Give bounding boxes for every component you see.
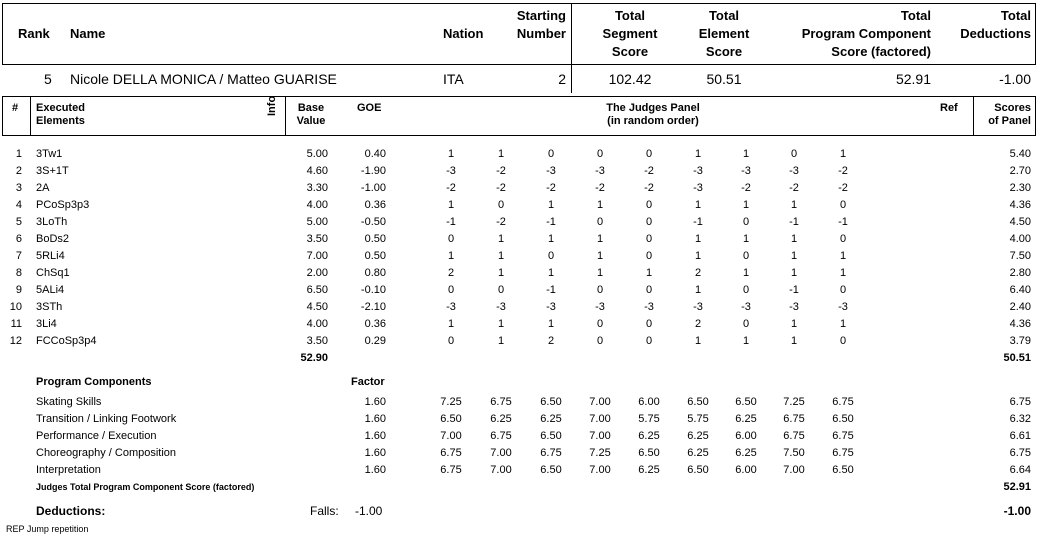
- component-name: Interpretation: [36, 464, 101, 476]
- element-judge-score: -1: [546, 216, 556, 228]
- element-judge-score: -3: [446, 301, 456, 313]
- judges-total-pcs-value: 52.91: [1003, 481, 1031, 493]
- component-judge-score: 6.75: [440, 447, 462, 459]
- total-segment-score-label: Total Segment Score: [602, 8, 658, 59]
- element-panel-score: 2.80: [1009, 267, 1031, 279]
- element-goe: 0.40: [364, 148, 386, 160]
- element-judge-score: 0: [839, 233, 847, 245]
- element-judge-score: 2: [694, 267, 702, 279]
- element-judge-score: 0: [645, 233, 653, 245]
- element-judge-score: -2: [644, 165, 654, 177]
- element-base-value: 7.00: [306, 250, 328, 262]
- rank-label: Rank: [18, 26, 50, 41]
- component-judge-score: 6.75: [783, 430, 805, 442]
- element-judge-score: -2: [446, 182, 456, 194]
- component-factor: 1.60: [364, 396, 386, 408]
- element-base-value: 3.30: [306, 182, 328, 194]
- element-judge-score: 1: [547, 318, 555, 330]
- component-judge-score: 6.50: [440, 413, 462, 425]
- element-judge-score: -2: [595, 182, 605, 194]
- component-judge-score: 6.25: [687, 447, 709, 459]
- element-goe: 0.50: [364, 250, 386, 262]
- component-panel-score: 6.32: [1009, 413, 1031, 425]
- element-judge-score: -3: [546, 301, 556, 313]
- element-judge-score: 1: [742, 335, 750, 347]
- element-judge-score: 0: [447, 233, 455, 245]
- component-panel-score: 6.64: [1009, 464, 1031, 476]
- element-name: FCCoSp3p4: [36, 335, 97, 347]
- element-judge-score: -2: [496, 182, 506, 194]
- element-judge-score: -3: [838, 301, 848, 313]
- element-goe: 0.80: [364, 267, 386, 279]
- program-component-score-label: Total Program Component Score (factored): [801, 8, 931, 59]
- element-name: PCoSp3p3: [36, 199, 90, 211]
- element-number: 12: [9, 335, 22, 347]
- element-goe: -0.10: [360, 284, 386, 296]
- element-judge-score: 0: [497, 199, 505, 211]
- element-judge-score: 1: [447, 199, 455, 211]
- factor-label: Factor: [351, 376, 385, 388]
- element-number: 7: [15, 250, 22, 262]
- component-judge-score: 6.50: [832, 413, 854, 425]
- element-judge-score: 0: [497, 284, 505, 296]
- element-judge-score: 1: [790, 250, 798, 262]
- component-factor: 1.60: [364, 447, 386, 459]
- element-judge-score: -2: [496, 165, 506, 177]
- element-judge-score: -1: [789, 284, 799, 296]
- element-judge-score: -1: [838, 216, 848, 228]
- nation-label: Nation: [443, 26, 484, 41]
- element-judge-score: 0: [790, 148, 798, 160]
- component-judge-score: 7.00: [589, 413, 611, 425]
- component-judge-score: 6.25: [638, 430, 660, 442]
- element-name: 3Li4: [36, 318, 57, 330]
- element-base-value: 4.00: [306, 318, 328, 330]
- component-judge-score: 7.25: [783, 396, 805, 408]
- component-judge-score: 6.75: [540, 447, 562, 459]
- element-judge-score: 0: [596, 335, 604, 347]
- element-judge-score: -2: [644, 182, 654, 194]
- element-panel-score: 2.30: [1009, 182, 1031, 194]
- element-panel-score: 4.50: [1009, 216, 1031, 228]
- element-panel-score: 2.40: [1009, 301, 1031, 313]
- element-judge-score: 1: [447, 250, 455, 262]
- component-judge-score: 6.00: [735, 464, 757, 476]
- base-value-total: 52.90: [300, 352, 328, 364]
- element-judge-score: 1: [790, 199, 798, 211]
- element-judge-score: 0: [742, 216, 750, 228]
- element-judge-score: 2: [547, 335, 555, 347]
- element-judge-score: 1: [790, 318, 798, 330]
- skater-row-divider: [571, 65, 572, 93]
- element-goe: -1.00: [360, 182, 386, 194]
- elements-header-divider-1: [30, 96, 31, 136]
- element-number-label: #: [12, 102, 19, 114]
- component-judge-score: 6.50: [832, 464, 854, 476]
- element-panel-score: 4.36: [1009, 199, 1031, 211]
- element-base-value: 3.50: [306, 335, 328, 347]
- element-judge-score: -3: [693, 301, 703, 313]
- element-judge-score: 0: [645, 216, 653, 228]
- element-panel-score: 5.40: [1009, 148, 1031, 160]
- component-judge-score: 7.50: [783, 447, 805, 459]
- component-judge-score: 6.00: [638, 396, 660, 408]
- component-judge-score: 6.75: [832, 430, 854, 442]
- element-judge-score: -3: [546, 165, 556, 177]
- element-judge-score: 1: [447, 148, 455, 160]
- element-number: 5: [15, 216, 22, 228]
- component-judge-score: 6.50: [540, 464, 562, 476]
- component-judge-score: 7.00: [440, 430, 462, 442]
- element-judge-score: -3: [644, 301, 654, 313]
- element-judge-score: -1: [789, 216, 799, 228]
- element-judge-score: 1: [547, 267, 555, 279]
- skater-rank: 5: [44, 71, 52, 87]
- element-judge-score: -3: [693, 182, 703, 194]
- element-judge-score: 0: [447, 335, 455, 347]
- deductions-total: -1.00: [1003, 504, 1031, 518]
- element-judge-score: 1: [447, 318, 455, 330]
- element-panel-score: 4.36: [1009, 318, 1031, 330]
- element-judge-score: -3: [496, 301, 506, 313]
- component-judge-score: 6.75: [832, 396, 854, 408]
- element-base-value: 5.00: [306, 148, 328, 160]
- total-element-score: 50.51: [706, 71, 742, 87]
- skater-starting-number: 2: [558, 71, 566, 87]
- ref-label: Ref: [940, 102, 958, 114]
- element-judge-score: -1: [546, 284, 556, 296]
- component-panel-score: 6.75: [1009, 396, 1031, 408]
- element-name: ChSq1: [36, 267, 70, 279]
- element-judge-score: 1: [497, 318, 505, 330]
- component-name: Transition / Linking Footwork: [36, 413, 177, 425]
- element-judge-score: 0: [839, 199, 847, 211]
- element-judge-score: 1: [839, 267, 847, 279]
- component-judge-score: 7.00: [589, 430, 611, 442]
- element-panel-score: 3.79: [1009, 335, 1031, 347]
- element-judge-score: 0: [447, 284, 455, 296]
- component-judge-score: 6.50: [687, 396, 709, 408]
- component-judge-score: 6.50: [638, 447, 660, 459]
- skater-nation: ITA: [443, 71, 464, 87]
- elements-score-total: 50.51: [1003, 352, 1031, 364]
- element-judge-score: -2: [546, 182, 556, 194]
- element-judge-score: -3: [741, 301, 751, 313]
- element-goe: -2.10: [360, 301, 386, 313]
- element-base-value: 3.50: [306, 233, 328, 245]
- element-judge-score: -3: [693, 165, 703, 177]
- component-judge-score: 6.50: [540, 430, 562, 442]
- element-judge-score: 1: [694, 233, 702, 245]
- element-judge-score: 1: [497, 267, 505, 279]
- skater-name: Nicole DELLA MONICA / Matteo GUARISE: [70, 71, 337, 87]
- element-judge-score: 0: [839, 284, 847, 296]
- element-judge-score: -2: [838, 182, 848, 194]
- info-label: Info: [266, 95, 278, 116]
- element-judge-score: -1: [693, 216, 703, 228]
- elements-header-divider-2: [285, 96, 286, 136]
- element-panel-score: 2.70: [1009, 165, 1031, 177]
- element-judge-score: 1: [694, 250, 702, 262]
- element-judge-score: -2: [496, 216, 506, 228]
- element-number: 9: [15, 284, 22, 296]
- component-name: Performance / Execution: [36, 430, 157, 442]
- element-base-value: 4.00: [306, 199, 328, 211]
- component-factor: 1.60: [364, 430, 386, 442]
- element-goe: -1.90: [360, 165, 386, 177]
- element-goe: -0.50: [360, 216, 386, 228]
- element-name: 3STh: [36, 301, 63, 313]
- element-number: 8: [15, 267, 22, 279]
- element-judge-score: -3: [789, 301, 799, 313]
- element-name: 3LoTh: [36, 216, 68, 228]
- base-value-label: Base Value: [296, 102, 326, 127]
- component-judge-score: 5.75: [687, 413, 709, 425]
- elements-header-divider-3: [973, 96, 974, 136]
- component-judge-score: 6.25: [490, 413, 512, 425]
- element-panel-score: 6.40: [1009, 284, 1031, 296]
- component-judge-score: 6.25: [540, 413, 562, 425]
- footnote: REP Jump repetition: [6, 524, 89, 534]
- element-goe: 0.29: [364, 335, 386, 347]
- element-judge-score: 1: [790, 233, 798, 245]
- component-judge-score: 7.00: [589, 464, 611, 476]
- executed-elements-label: Executed Elements: [36, 102, 85, 127]
- element-judge-score: 0: [742, 318, 750, 330]
- element-panel-score: 7.50: [1009, 250, 1031, 262]
- element-judge-score: 0: [742, 250, 750, 262]
- element-base-value: 5.00: [306, 216, 328, 228]
- element-judge-score: 1: [839, 318, 847, 330]
- element-goe: 0.50: [364, 233, 386, 245]
- element-judge-score: 1: [596, 199, 604, 211]
- component-judge-score: 7.00: [490, 447, 512, 459]
- element-number: 11: [10, 318, 22, 330]
- element-judge-score: 0: [645, 284, 653, 296]
- deductions-label: Deductions:: [36, 504, 106, 518]
- element-number: 4: [15, 199, 22, 211]
- component-judge-score: 6.50: [687, 464, 709, 476]
- element-panel-score: 4.00: [1009, 233, 1031, 245]
- element-judge-score: 1: [742, 267, 750, 279]
- element-judge-score: 1: [694, 284, 702, 296]
- element-judge-score: 1: [547, 199, 555, 211]
- element-judge-score: 1: [742, 233, 750, 245]
- component-name: Choreography / Composition: [36, 447, 177, 459]
- element-name: 3S+1T: [36, 165, 69, 177]
- element-number: 10: [9, 301, 22, 313]
- element-judge-score: 1: [547, 233, 555, 245]
- component-judge-score: 7.00: [783, 464, 805, 476]
- element-name: 3Tw1: [36, 148, 63, 160]
- element-judge-score: -2: [838, 165, 848, 177]
- component-factor: 1.60: [364, 464, 386, 476]
- component-judge-score: 6.25: [735, 413, 757, 425]
- goe-label: GOE: [357, 102, 382, 114]
- element-judge-score: 1: [596, 250, 604, 262]
- total-deductions-label: Total Deductions: [960, 8, 1031, 41]
- element-judge-score: 0: [839, 335, 847, 347]
- element-judge-score: 1: [497, 250, 505, 262]
- element-judge-score: 0: [645, 335, 653, 347]
- element-judge-score: -1: [446, 216, 456, 228]
- element-judge-score: 0: [547, 148, 555, 160]
- element-judge-score: 0: [596, 284, 604, 296]
- component-name: Skating Skills: [36, 396, 102, 408]
- component-judge-score: 7.00: [490, 464, 512, 476]
- element-judge-score: 1: [596, 267, 604, 279]
- component-panel-score: 6.75: [1009, 447, 1031, 459]
- element-judge-score: 0: [645, 318, 653, 330]
- total-segment-score: 102.42: [608, 71, 652, 87]
- element-judge-score: 1: [742, 148, 750, 160]
- element-judge-score: 1: [694, 199, 702, 211]
- element-goe: 0.36: [364, 318, 386, 330]
- element-judge-score: 1: [742, 199, 750, 211]
- element-judge-score: 0: [596, 216, 604, 228]
- component-judge-score: 6.50: [540, 396, 562, 408]
- total-deductions: -1.00: [999, 71, 1031, 87]
- element-judge-score: 1: [790, 267, 798, 279]
- component-judge-score: 6.00: [735, 430, 757, 442]
- component-judge-score: 7.25: [440, 396, 462, 408]
- component-judge-score: 6.75: [783, 413, 805, 425]
- element-judge-score: 0: [645, 148, 653, 160]
- starting-number-label: Starting Number: [516, 8, 566, 41]
- element-name: 5ALi4: [36, 284, 65, 296]
- element-judge-score: 0: [596, 318, 604, 330]
- component-panel-score: 6.61: [1009, 430, 1031, 442]
- element-base-value: 6.50: [306, 284, 328, 296]
- element-judge-score: 2: [694, 318, 702, 330]
- component-judge-score: 5.75: [638, 413, 660, 425]
- component-judge-score: 6.25: [687, 430, 709, 442]
- element-number: 2: [15, 165, 22, 177]
- program-components-title: Program Components: [36, 376, 152, 388]
- element-name: 2A: [36, 182, 50, 194]
- element-base-value: 2.00: [306, 267, 328, 279]
- element-judge-score: 0: [742, 284, 750, 296]
- component-judge-score: 6.75: [490, 430, 512, 442]
- elements-header-box: [2, 96, 1036, 136]
- element-number: 1: [15, 148, 22, 160]
- element-judge-score: -2: [741, 182, 751, 194]
- program-component-score: 52.91: [895, 71, 931, 87]
- element-judge-score: 1: [596, 233, 604, 245]
- element-name: 5RLi4: [36, 250, 65, 262]
- element-judge-score: 0: [547, 250, 555, 262]
- total-element-score-label: Total Element Score: [698, 8, 750, 59]
- falls-value: -1.00: [355, 504, 383, 518]
- element-goe: 0.36: [364, 199, 386, 211]
- judges-total-pcs-label: Judges Total Program Component Score (factored): [36, 482, 255, 492]
- header-divider: [571, 3, 572, 65]
- element-judge-score: -3: [741, 165, 751, 177]
- element-judge-score: -3: [595, 165, 605, 177]
- component-judge-score: 6.25: [735, 447, 757, 459]
- element-judge-score: 1: [694, 335, 702, 347]
- element-judge-score: -2: [789, 182, 799, 194]
- element-judge-score: 2: [447, 267, 455, 279]
- component-judge-score: 6.75: [832, 447, 854, 459]
- element-judge-score: 1: [790, 335, 798, 347]
- component-judge-score: 7.00: [589, 396, 611, 408]
- component-judge-score: 6.75: [440, 464, 462, 476]
- name-label: Name: [70, 26, 106, 41]
- falls-label: Falls:: [310, 504, 339, 518]
- element-number: 3: [15, 182, 22, 194]
- component-judge-score: 7.25: [589, 447, 611, 459]
- component-factor: 1.60: [364, 413, 386, 425]
- element-base-value: 4.60: [306, 165, 328, 177]
- element-judge-score: 0: [596, 148, 604, 160]
- scores-of-panel-label: Scores of Panel: [988, 102, 1031, 127]
- element-judge-score: 0: [645, 199, 653, 211]
- component-judge-score: 6.75: [490, 396, 512, 408]
- element-number: 6: [15, 233, 22, 245]
- element-judge-score: 1: [497, 233, 505, 245]
- element-judge-score: 1: [839, 250, 847, 262]
- element-judge-score: 1: [694, 148, 702, 160]
- element-judge-score: -3: [789, 165, 799, 177]
- element-judge-score: 1: [839, 148, 847, 160]
- element-judge-score: 0: [645, 250, 653, 262]
- element-base-value: 4.50: [306, 301, 328, 313]
- element-judge-score: -3: [595, 301, 605, 313]
- element-judge-score: 1: [497, 335, 505, 347]
- element-judge-score: 1: [645, 267, 653, 279]
- element-name: BoDs2: [36, 233, 70, 245]
- element-judge-score: 1: [497, 148, 505, 160]
- judges-panel-label: The Judges Panel (in random order): [606, 102, 700, 127]
- component-judge-score: 6.25: [638, 464, 660, 476]
- element-judge-score: -3: [446, 165, 456, 177]
- component-judge-score: 6.50: [735, 396, 757, 408]
